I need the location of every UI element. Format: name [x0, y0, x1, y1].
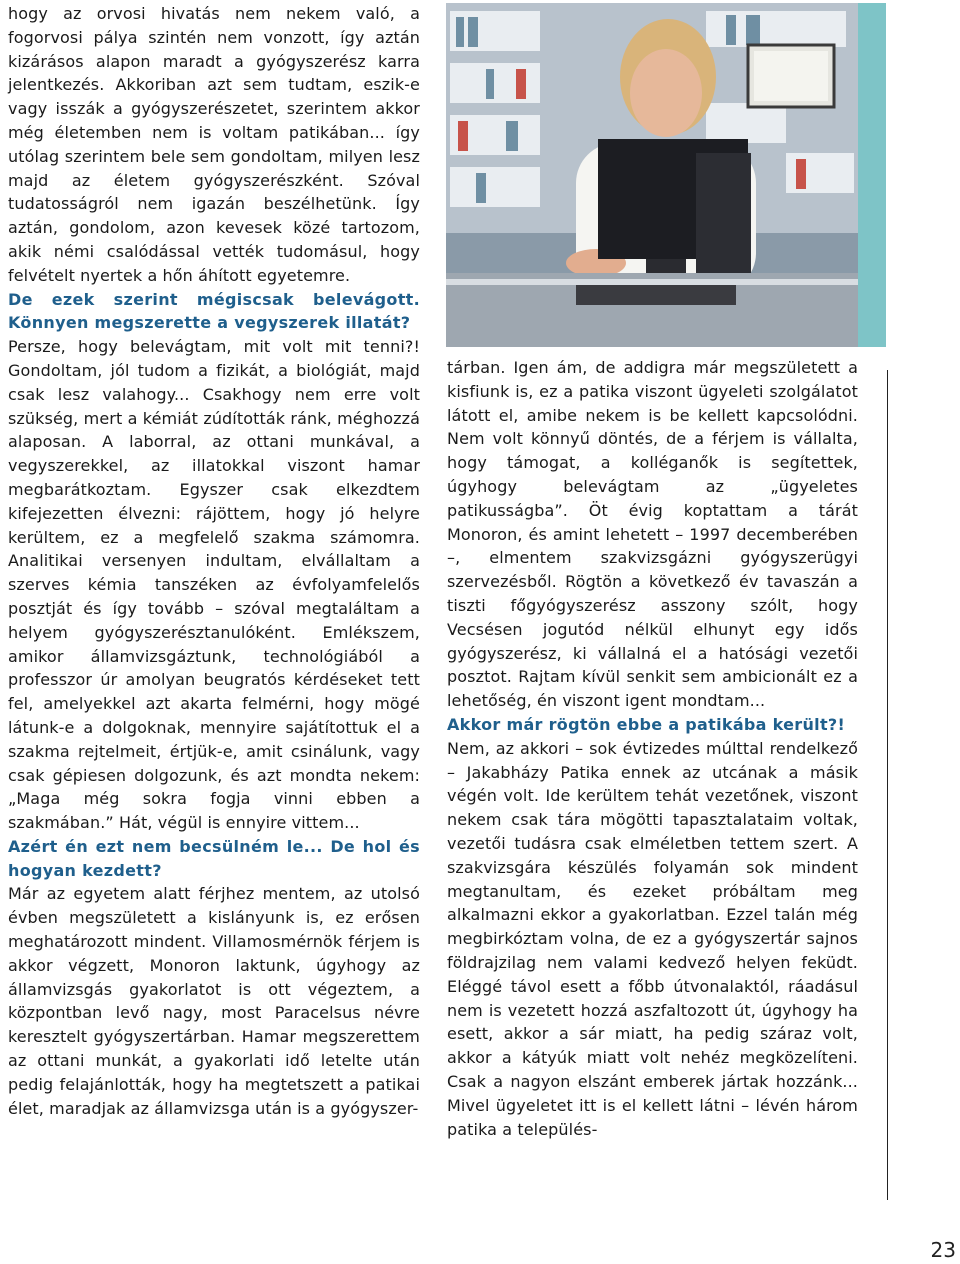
page-number: 23 [930, 1238, 956, 1262]
interview-question: Azért én ezt nem becsülném le... De hol és hogyan kezdett? [8, 836, 420, 880]
paragraph: Nem, az akkori – sok évtizedes múlttal rendelkező – Jakabházy Patika ennek az utcának a másik végén volt. Ide kerültem tehát vezetőnek, viszont nekem csak tára mögötti tapasztalataim voltak, vezetői tudásra csak elméletben tettem szert. A szakvizsgára készülés folyamán sok mindent megtanultam, és ezeket próbáltam meg alkalmazni ekkor a gyakorlatban. Ezzel talán még megbirkóztam volna, de ez a gyógyszertár sajnos földrajzilag nem valami kedvező helyen feküdt. Eléggé távol esett a főbb útvonalaktól, ráadásul nem is vezetett hozzá aszfaltozott út, úgyhogy ha esett, akkor a sár miatt, ha pedig száraz volt, akkor a kátyúk miatt volt nehéz megközelíteni. Csak a nagyon elszánt emberek jártak hozzánk... Mivel ügyeletet itt is el kellett látni – lévén három patika a település- [447, 738, 858, 1139]
paragraph: hogy az orvosi hivatás nem nekem való, a fogorvosi pálya szintén nem vonzott, így aztán kizárásos alapon maradt a gyógyszerész karra jelentkezés. Akkoriban azt sem tudtam, eszik-e vagy isszák a gyógyszerészetet, szerintem akkor még életemben nem is voltam patikában... így utólag szerintem bele sem gondoltam, milyen lesz majd az életem gyógyszerészként. Szóval tudatosságról nem igazán beszélhetünk. Így aztán, gondolom, azon kevesek közé tartozom, akik némi csalódással vették tudomásul, hogy felvételt nyertek a hőn áhított egyetemre. [8, 4, 420, 285]
interview-question: De ezek szerint mégiscsak belevágott. Könnyen megszerette a vegyszerek illatát? [8, 289, 420, 333]
column-divider [887, 370, 888, 1200]
paragraph: Persze, hogy belevágtam, mit volt mit tenni?! Gondoltam, jól tudom a fizikát, a biológiát, majd csak lesz valahogy... Csakhogy nem erre volt szükség, mert a kémiát zúdították ránk, méghozzá alaposan. A laborral, az ottani munkával, a vegyszerekkel, az illatokkal viszont hamar megbarátkoztam. Egyszer csak elkezdtem kifejezetten élvezni: rájöttem, hogy jó helyre kerültem, ez a megfelelő szakma számomra. Analitikai versenyen indultam, elvállaltam a szerves kémia tanszéken az évfolyamfelelős posztját és így tovább – szóval megtaláltam a helyem gyógyszerésztanulóként. Emlékszem, amikor államvizsgáztunk, technológiából a professzor úr amolyan beugratós kérdéseket tett fel, amelyekkel azt akarta felmérni, hogy mögé látunk-e a dolgoknak, mennyire sajátítottuk el a szakma rejtelmeit, értjük-e, amit csinálunk, vagy csak gépiesen dolgozunk, és azt mondta nekem: „Maga még sokra fogja vinni ebben a szakmában.” Hát, végül is ennyire vittem... [8, 337, 420, 833]
right-column [447, 356, 858, 1141]
paragraph: tárban. Igen ám, de addigra már megszületett a kisfiunk is, ez a patika viszont ügyeleti szolgálatot látott el, amibe nekem is be kellett kapcsolódni. Nem volt könnyű döntés, de a férjem is vállalta, hogy támogat, a kolléganők is segítettek, úgyhogy belevágtam az „ügyeletes patikusságba”. Öt évig koptattam a tárát Monoron, és amint lehetett – 1997 decemberében –, elmentem szakvizsgázni gyógyszerügyi szervezésből. Rögtön a következő év tavaszán a tiszti főgyógyszerész asszony szólt, hogy Vecsésen jogutód nélkül elhunyt egy idős gyógyszerész, ki vállalná el a hatósági vezetői posztot. Rajtam kívül senkit sem ambicionált ez a lehetőség, én viszont igent mondtam... [447, 358, 858, 711]
left-column [8, 2, 420, 1120]
paragraph: Már az egyetem alatt férjhez mentem, az utolsó évben megszületett a kislányunk is, ez erősen meghatározott mindent. Villamosmérnök férjem is akkor végzett, Monoron laktunk, úgyhogy az államvizsgás gyakorlatot is ott végeztem, a központban levő nagy, most Paracelsus névre keresztelt gyógyszertárban. Hamar megszerettem az ottani munkát, a gyakorlati idő letelte után pedig felajánlották, hogy ha megtetszett a patikai élet, maradjak az államvizsga után is a gyógyszer- [8, 884, 420, 1118]
pharmacist-photo [446, 3, 858, 347]
interview-question: Akkor már rögtön ebbe a patikába került?! [447, 714, 846, 734]
photo-frame [446, 3, 886, 347]
